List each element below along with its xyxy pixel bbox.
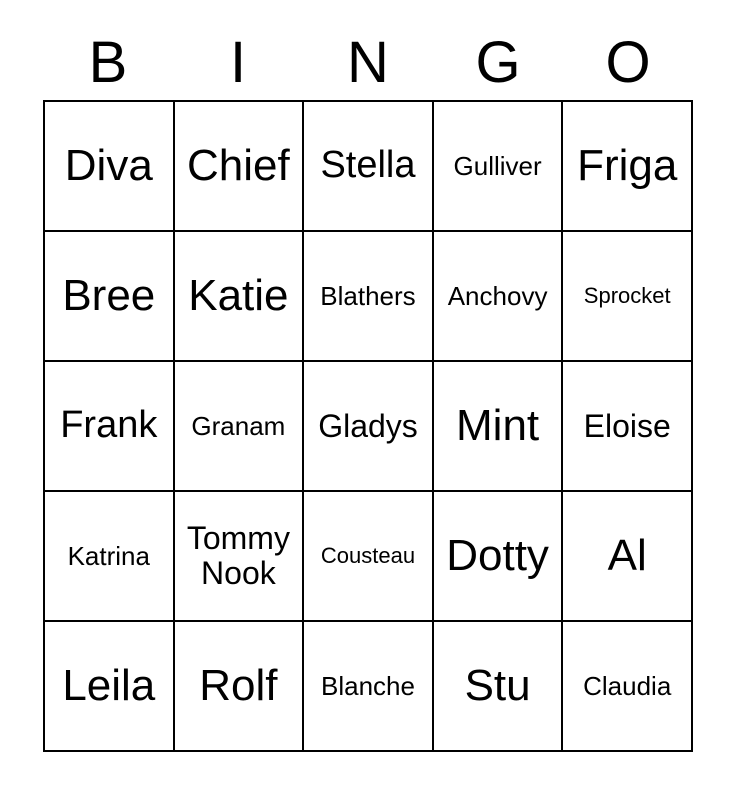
bingo-cell-label: Claudia	[583, 670, 672, 701]
bingo-header	[43, 0, 693, 94]
bingo-cell-label: Diva	[64, 141, 153, 191]
bingo-cell[interactable]	[45, 102, 175, 232]
bingo-cell[interactable]	[45, 362, 175, 492]
bingo-cell[interactable]	[434, 492, 564, 622]
bingo-cell-label: Katrina	[67, 540, 150, 571]
bingo-cell-label: Eloise	[583, 407, 671, 444]
bingo-cell-label: Anchovy	[447, 280, 548, 311]
bingo-cell-label: Dotty	[446, 531, 549, 581]
bingo-cell-label: Chief	[187, 141, 290, 191]
bingo-cell[interactable]	[304, 492, 434, 622]
bingo-cell-label: Rolf	[199, 661, 278, 711]
header-letter-g: G	[475, 30, 521, 95]
header-letter-n: N	[347, 30, 389, 95]
bingo-cell-label: Stella	[320, 144, 416, 187]
bingo-cell[interactable]	[304, 362, 434, 492]
bingo-cell[interactable]	[563, 232, 693, 362]
bingo-cell-label: Al	[607, 531, 647, 581]
bingo-cell[interactable]	[175, 622, 305, 752]
bingo-cell[interactable]	[304, 102, 434, 232]
bingo-cell-label: Friga	[577, 141, 678, 191]
bingo-cell-label: Stu	[464, 661, 531, 711]
bingo-cell[interactable]	[434, 102, 564, 232]
bingo-cell[interactable]	[45, 492, 175, 622]
bingo-cell[interactable]	[434, 622, 564, 752]
bingo-cell[interactable]	[563, 102, 693, 232]
bingo-cell-label: Katie	[188, 271, 289, 321]
header-letter-o: O	[605, 30, 651, 95]
header-letter-b: B	[88, 30, 128, 95]
bingo-grid	[43, 100, 693, 752]
bingo-cell-label: Frank	[60, 404, 158, 447]
bingo-cell-label: Mint	[456, 401, 540, 451]
bingo-cell[interactable]	[434, 232, 564, 362]
bingo-cell[interactable]	[175, 102, 305, 232]
bingo-cell-label: Bree	[62, 271, 156, 321]
header-letter-i: I	[229, 30, 247, 95]
bingo-cell-label: Gulliver	[453, 150, 542, 181]
bingo-cell[interactable]	[563, 362, 693, 492]
bingo-cell[interactable]	[304, 232, 434, 362]
bingo-cell[interactable]	[175, 362, 305, 492]
bingo-cell-label: Sprocket	[583, 283, 671, 309]
bingo-cell-label: Granam	[191, 410, 286, 441]
bingo-cell[interactable]	[563, 492, 693, 622]
bingo-cell-label: Blathers	[320, 280, 416, 311]
bingo-cell[interactable]	[304, 622, 434, 752]
bingo-cell[interactable]	[45, 232, 175, 362]
bingo-cell-label: Leila	[62, 661, 156, 711]
bingo-cell[interactable]	[45, 622, 175, 752]
bingo-cell[interactable]	[563, 622, 693, 752]
bingo-cell-label: Gladys	[318, 407, 418, 444]
bingo-cell[interactable]	[175, 232, 305, 362]
bingo-cell-label: Blanche	[321, 670, 415, 701]
bingo-cell-label: Tommy Nook	[186, 520, 290, 591]
bingo-cell[interactable]	[434, 362, 564, 492]
bingo-cell[interactable]	[175, 492, 305, 622]
bingo-cell-label: Cousteau	[320, 543, 416, 569]
